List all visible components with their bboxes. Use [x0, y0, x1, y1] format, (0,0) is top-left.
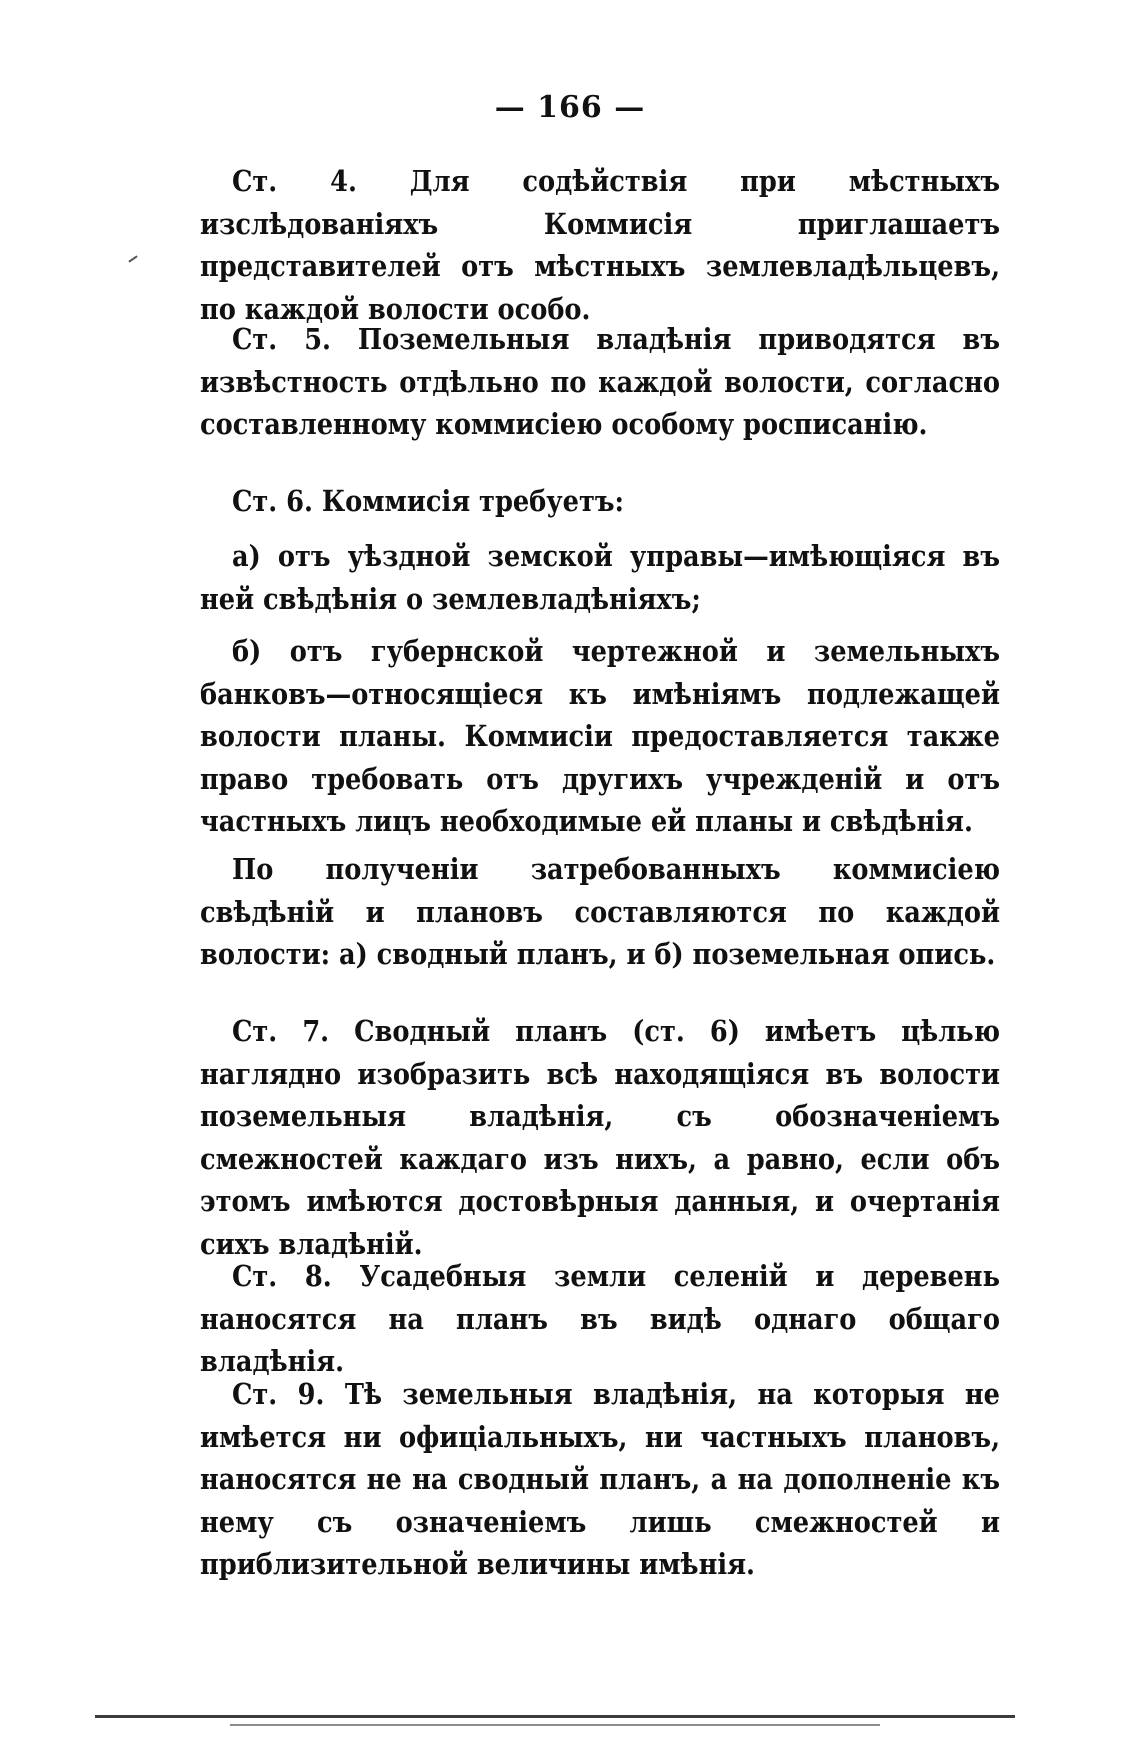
article-6-continuation: По полученіи затребованныхъ коммисіею свѣдѣній и плановъ составляются по каждой волости: а) сводный планъ, и б) поземельная опись.: [200, 852, 1000, 971]
article-4-paragraph: Ст. 4. Для содѣйствія при мѣстныхъ изслѣдованіяхъ Коммисія приглашаетъ представителей отъ мѣстныхъ землевладѣльцевъ, по каждой волости особо.: [200, 164, 1000, 326]
article-6-item-b: б) отъ губернской чертежной и земельныхъ банковъ—относящіеся къ имѣніямъ подлежащей волости планы. Коммисіи предоставляется также право требовать отъ другихъ учрежденій и отъ частныхъ лицъ необходимые ей планы и свѣдѣнія.: [200, 634, 1000, 838]
article-6-item-a: а) отъ уѣздной земской управы—имѣющіяся въ ней свѣдѣнія о землевладѣніяхъ;: [200, 539, 1000, 616]
stray-ink-mark: [128, 255, 137, 262]
bottom-scan-rule: [95, 1715, 1015, 1718]
article-6-paragraph: Ст. 6. Коммисія требуетъ:: [232, 484, 625, 518]
page-number: — 166 —: [494, 90, 646, 125]
bottom-scan-rule-secondary: [230, 1724, 880, 1726]
article-5-paragraph: Ст. 5. Поземельныя владѣнія приводятся въ извѣстность отдѣльно по каждой волости, согласно составленному коммисіею особому росписанію.: [200, 322, 1000, 441]
article-8-paragraph: Ст. 8. Усадебныя земли селеній и деревень наносятся на планъ въ видѣ однаго общаго владѣнія.: [200, 1259, 1000, 1378]
article-9-paragraph: Ст. 9. Тѣ земельныя владѣнія, на которыя не имѣется ни офиціальныхъ, ни частныхъ плановъ, наносятся не на сводный планъ, а на дополненіе къ нему съ означеніемъ лишь смежностей и приблизительной величины имѣнія.: [200, 1377, 1000, 1581]
article-7-paragraph: Ст. 7. Сводный планъ (ст. 6) имѣетъ цѣлью наглядно изобразить всѣ находящіяся въ волости поземельныя владѣнія, съ обозначеніемъ смежностей каждаго изъ нихъ, а равно, если объ этомъ имѣются достовѣрныя данныя, и очертанія сихъ владѣній.: [200, 1014, 1000, 1261]
